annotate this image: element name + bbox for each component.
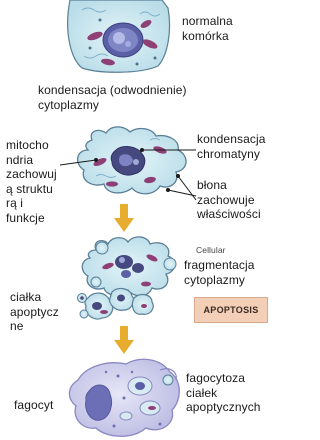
label-chromatin-condensation: kondensacja chromatyny	[197, 132, 266, 161]
label-phagocyte: fagocyt	[14, 398, 54, 412]
progress-arrow-2	[114, 326, 134, 354]
apoptosis-badge: APOPTOSIS	[194, 297, 268, 323]
label-mitochondria: mitocho ndria zachowuj ą struktu rą i funkcje	[6, 138, 57, 225]
normal-cell	[68, 0, 170, 72]
condensing-cell	[60, 127, 196, 200]
label-cytoplasm-condensation: kondensacja (odwodnienie) cytoplazmy	[38, 83, 187, 112]
label-normal-cell: normalna komórka	[182, 14, 233, 43]
label-apoptotic-bodies: ciałka apoptycz ne	[10, 290, 59, 333]
fragmenting-cell	[82, 237, 176, 296]
progress-arrow-1	[114, 204, 134, 232]
label-cellular-caption: Cellular	[196, 245, 226, 255]
label-cytoplasm-fragmentation: fragmentacja cytoplazmy	[184, 258, 255, 287]
label-phagocytosis: fagocytoza ciałek apoptycznych	[186, 371, 261, 414]
label-membrane: błona zachowuje właściwości	[197, 178, 261, 221]
phagocyte-cell	[69, 359, 179, 436]
